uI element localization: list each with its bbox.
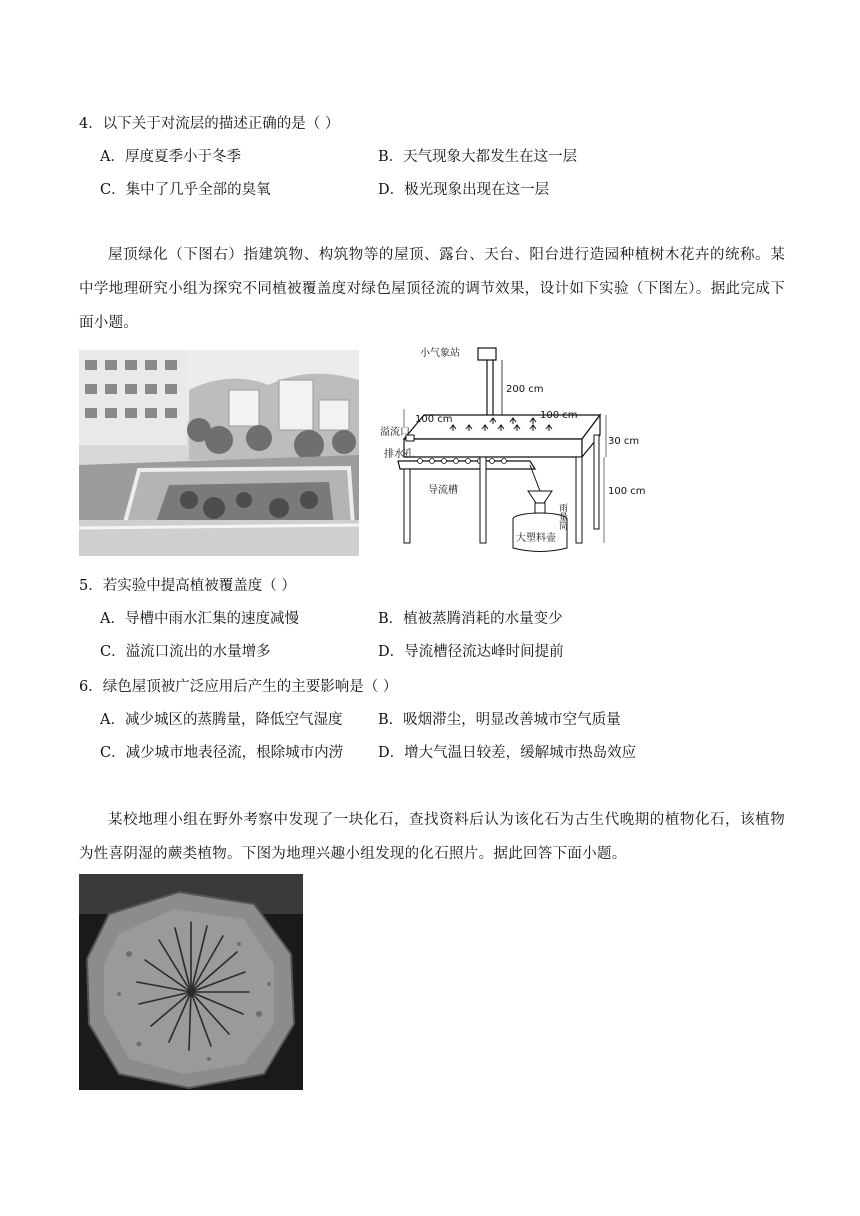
question-4-option-c: C．集中了几乎全部的臭氧 bbox=[100, 182, 271, 198]
label-overflow: 溢流口 bbox=[380, 427, 410, 438]
label-bucket: 大塑料壶 bbox=[516, 533, 556, 544]
question-6-option-a: A．减少城区的蒸腾量，降低空气湿度 bbox=[100, 712, 343, 728]
passage-fossil: 某校地理小组在野外考察中发现了一块化石，查找资料后认为该化石为古生代晚期的植物化石，该植物为性喜阴湿的蕨类植物。下图为地理兴趣小组发现的化石照片。据此回答下面小题。 bbox=[79, 812, 785, 862]
weather-station-box bbox=[478, 348, 496, 360]
question-6-option-b: B．吸烟滞尘，明显改善城市空气质量 bbox=[378, 712, 621, 728]
question-5-option-c: C．溢流口流出的水量增多 bbox=[100, 644, 271, 660]
question-5-option-b: B．植被蒸腾消耗的水量变少 bbox=[378, 611, 563, 627]
question-4-option-d: D．极光现象出现在这一层 bbox=[378, 182, 550, 198]
question-4-option-a: A．厚度夏季小于冬季 bbox=[100, 149, 241, 165]
question-5-option-a: A．导槽中雨水汇集的速度减慢 bbox=[100, 611, 299, 627]
experiment-diagram bbox=[380, 343, 650, 558]
label-weather-station: 小气象站 bbox=[420, 348, 460, 359]
fossil-photo bbox=[79, 874, 303, 1090]
label-leg-height: 100 cm bbox=[608, 486, 646, 497]
question-4-option-b: B．天气现象大都发生在这一层 bbox=[378, 149, 578, 165]
label-depth: 30 cm bbox=[608, 436, 640, 447]
label-drain-hole: 排水孔 bbox=[384, 449, 414, 460]
question-6-stem: 6．绿色屋顶被广泛应用后产生的主要影响是（ ） bbox=[79, 679, 398, 695]
question-6-option-d: D．增大气温日较差，缓解城市热岛效应 bbox=[378, 745, 637, 761]
label-height-station: 200 cm bbox=[506, 384, 544, 395]
question-4-stem: 4．以下关于对流层的描述正确的是（ ） bbox=[79, 116, 340, 132]
question-5-stem: 5．若实验中提高植被覆盖度（ ） bbox=[79, 578, 296, 594]
question-6-option-c: C．减少城市地表径流，根除城市内涝 bbox=[100, 745, 344, 761]
label-channel: 导流槽 bbox=[428, 485, 458, 496]
rooftop-garden-photo bbox=[79, 350, 359, 556]
label-width-right: 100 cm bbox=[540, 410, 578, 421]
label-rain-gauge: 雨量筒 bbox=[557, 503, 567, 530]
label-width-left: 100 cm bbox=[415, 414, 453, 425]
question-5-option-d: D．导流槽径流达峰时间提前 bbox=[378, 644, 564, 660]
passage-roof-greening: 屋顶绿化（下图右）指建筑物、构筑物等的屋顶、露台、天台、阳台进行造园种植树木花卉的统称。某中学地理研究小组为探究不同植被覆盖度对绿色屋顶径流的调节效果，设计如下实验（下图左）。据此完成下面小题。 bbox=[79, 247, 785, 331]
